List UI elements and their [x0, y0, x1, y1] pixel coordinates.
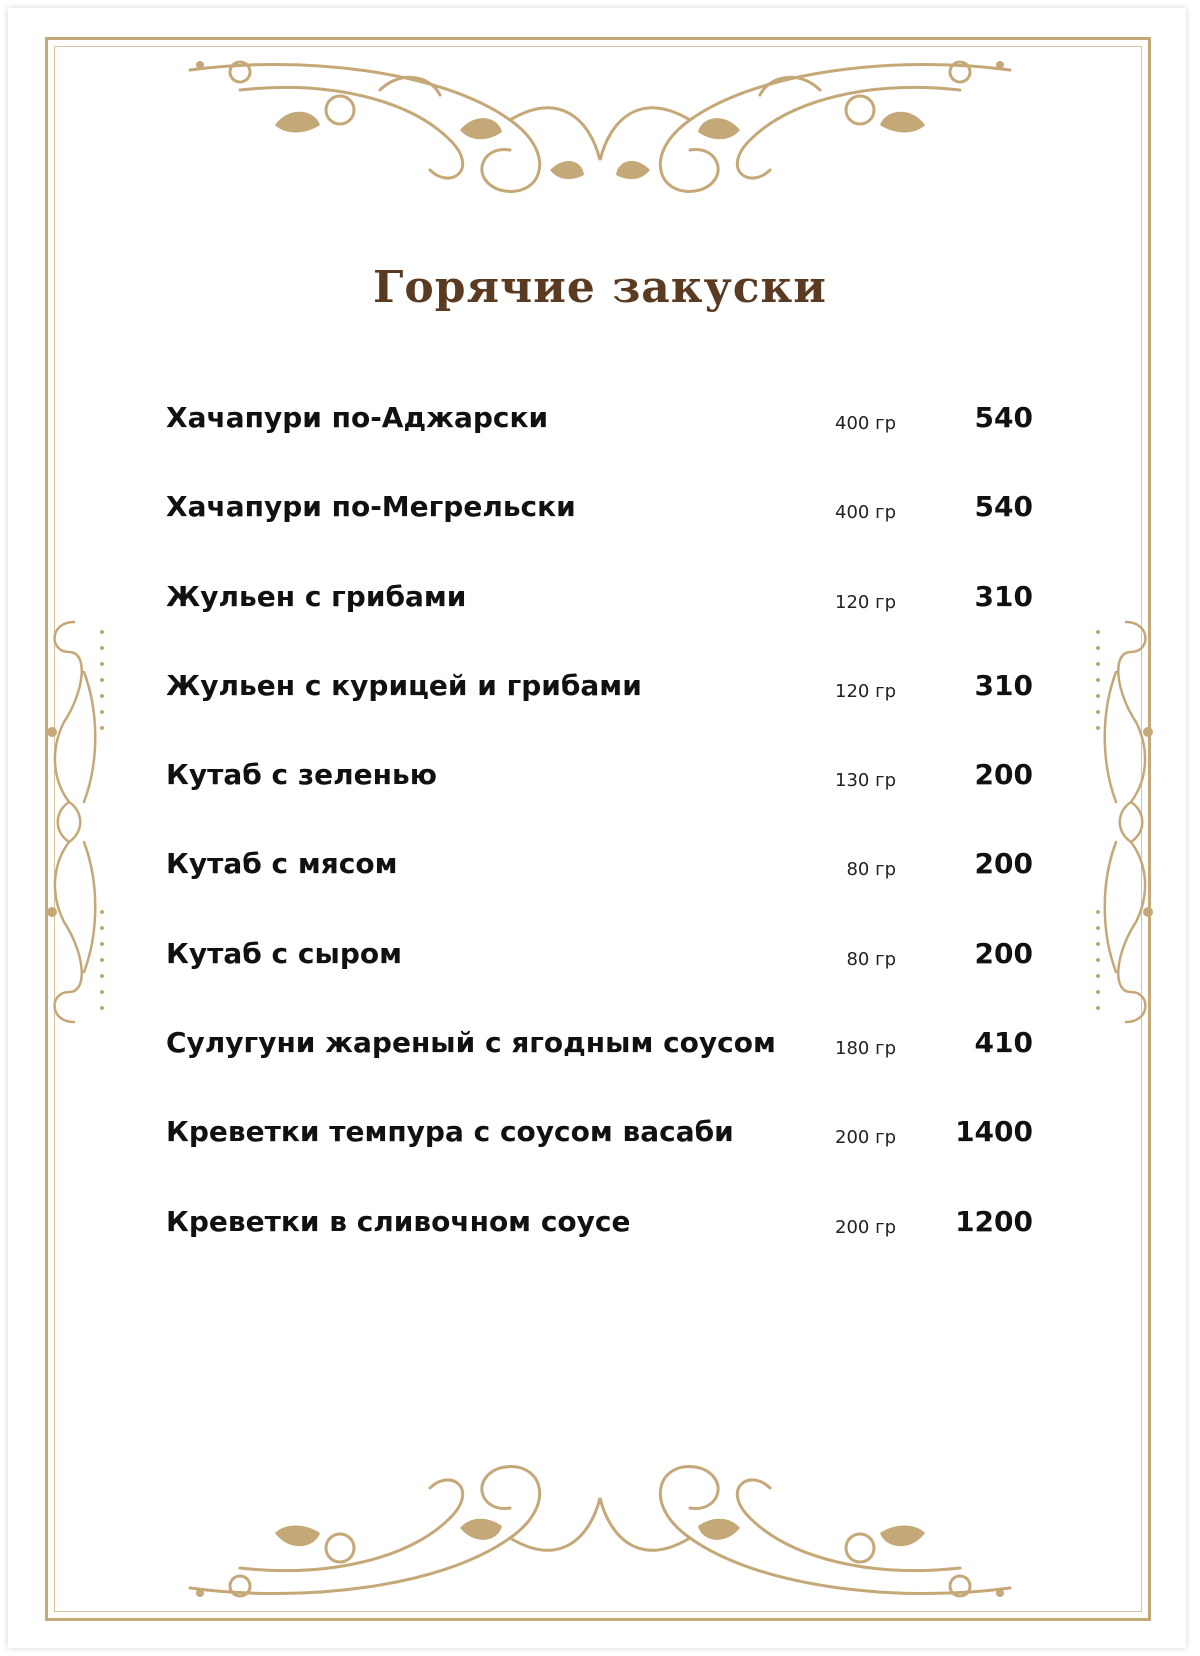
right-side-ornament: [1086, 612, 1156, 1032]
item-name: Креветки темпура с соусом васаби: [166, 1115, 734, 1149]
item-price: 200: [974, 847, 1033, 881]
menu-item: [166, 574, 1046, 663]
menu-item: [166, 1109, 1046, 1198]
item-name: Хачапури по-Аджарски: [166, 401, 549, 434]
item-weight: 200 гр: [835, 1127, 896, 1149]
item-name: Хачапури по-Мегрельски: [166, 490, 576, 524]
item-weight: 400 гр: [835, 502, 896, 524]
item-name: Кутаб с зеленью: [166, 758, 437, 792]
menu-item: [166, 1199, 1046, 1288]
menu-item: [166, 663, 1046, 752]
item-name: Креветки в сливочном соусе: [166, 1204, 631, 1238]
item-price: 310: [974, 668, 1033, 702]
item-price: 200: [974, 758, 1033, 792]
item-weight: 120 гр: [835, 680, 896, 702]
menu-item: [166, 841, 1046, 930]
left-side-ornament: [44, 612, 114, 1032]
item-weight: 80 гр: [846, 859, 896, 881]
item-price: 540: [974, 490, 1033, 524]
item-price: 200: [974, 936, 1033, 970]
item-name: Кутаб с мясом: [166, 847, 398, 881]
menu-item: [166, 484, 1046, 573]
item-price: 410: [974, 1026, 1033, 1060]
item-weight: 80 гр: [846, 948, 896, 970]
item-name: Жульен с грибами: [166, 579, 467, 613]
item-weight: 200 гр: [835, 1216, 896, 1238]
item-weight: 130 гр: [835, 770, 896, 792]
menu-item: [166, 931, 1046, 1020]
item-price: 1200: [955, 1204, 1033, 1238]
item-weight: 180 гр: [835, 1038, 896, 1060]
menu-item: [166, 752, 1046, 841]
item-price: 540: [974, 401, 1033, 434]
page-title: Горячие закуски: [373, 262, 827, 313]
item-name: Кутаб с сыром: [166, 936, 402, 970]
item-price: 310: [974, 579, 1033, 613]
item-name: Жульен с курицей и грибами: [166, 668, 642, 702]
top-flourish-ornament: [180, 50, 1020, 210]
menu-item: [166, 1020, 1046, 1109]
item-weight: 400 гр: [835, 413, 896, 434]
menu-list: [166, 395, 1046, 1288]
menu-item: [166, 395, 1046, 484]
item-name: Сулугуни жареный с ягодным соусом: [166, 1026, 776, 1060]
item-weight: 120 гр: [835, 591, 896, 613]
bottom-flourish-ornament: [180, 1448, 1020, 1608]
item-price: 1400: [955, 1115, 1033, 1149]
